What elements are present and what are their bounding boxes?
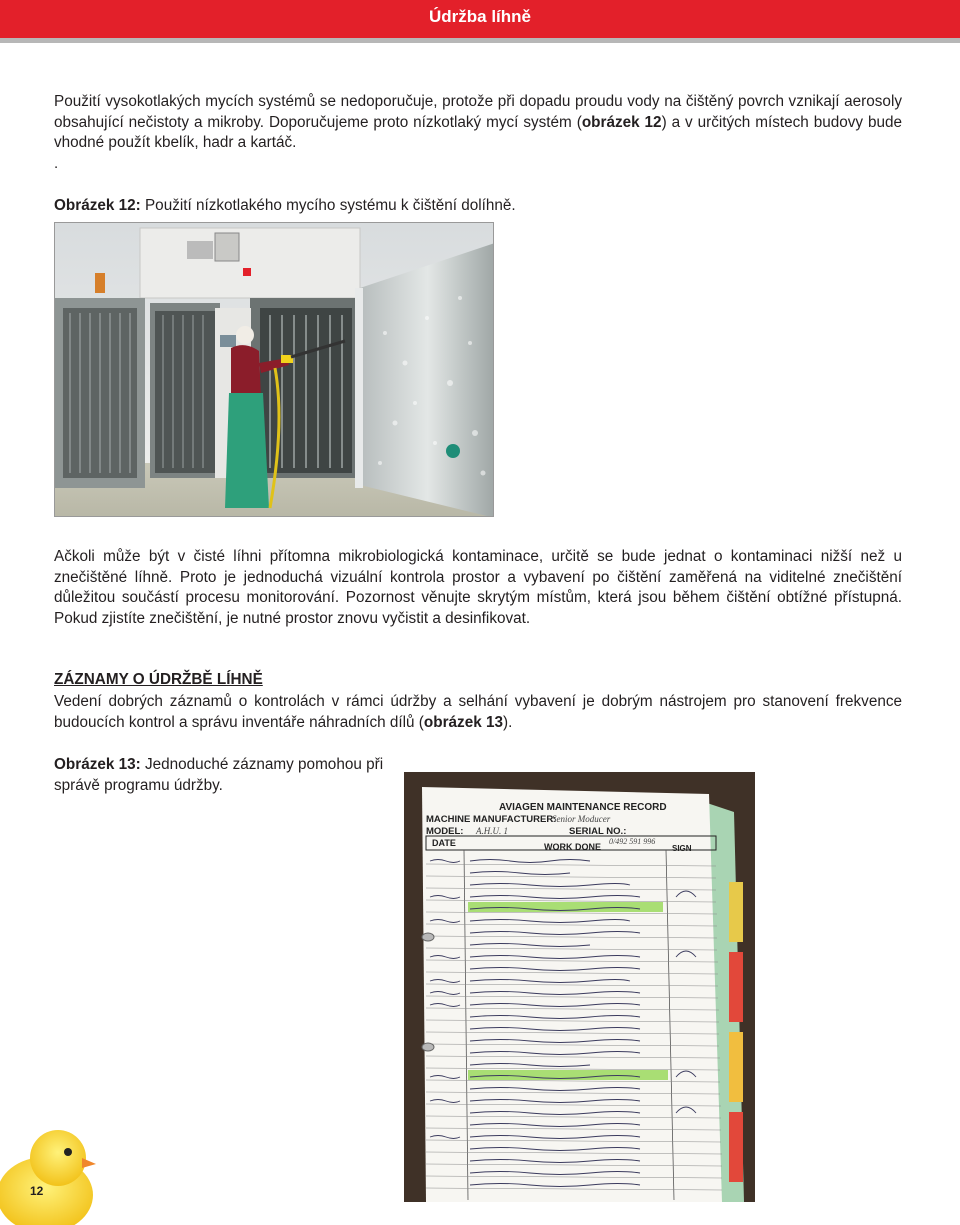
intro-figure-ref: obrázek 12 xyxy=(581,113,662,131)
maintenance-record-photo xyxy=(404,772,755,1202)
record-col-date: DATE xyxy=(432,838,456,848)
records-paragraph xyxy=(54,692,902,733)
record-serial-label: SERIAL NO.: xyxy=(569,826,627,837)
figure-13-text: Jednoduché záznamy pomohou při správě programu údržby. xyxy=(54,756,384,794)
figure-13-caption xyxy=(54,755,404,796)
contamination-paragraph: Ačkoli může být v čisté líhni přítomna mikrobiologická kontaminace, určitě se bude jednat o kontaminaci nižší než u znečištěné líhně. Proto je jednoduchá vizuální kontrola prostor a vybavení po čištění zaměřená na viditelné znečištění důležitou součástí procesu monitorování. Pozornost věnujte skrytým místům, která jsou během čištění obtížné přístupná. Pokud zjistíte znečištění, je nutné prostor znovu vyčistit a desinfikovat. xyxy=(54,548,902,627)
chick-illustration xyxy=(0,1120,100,1225)
header-divider xyxy=(0,38,960,43)
page-title: Údržba líhně xyxy=(428,7,531,26)
record-model-value: A.H.U. 1 xyxy=(476,826,508,836)
records-text-2: ). xyxy=(502,713,513,731)
records-text-1: Vedení dobrých záznamů o kontrolách v rámci údržby a selhání vybavení je dobrým nástrojem pro stanovení frekvence budoucích kontrol a správu inventáře náhradních dílů ( xyxy=(54,693,902,731)
section-heading: ZÁZNAMY O ÚDRŽBĚ LÍHNĚ xyxy=(54,671,263,688)
page-number: 12 xyxy=(30,1184,44,1198)
record-manufacturer-label: MACHINE MANUFACTURER: xyxy=(426,814,557,825)
record-serial-value: 0/492 591 996 xyxy=(609,837,656,846)
intro-text-2: ) a v určitých místech budovy bude vhodné použít kbelík, hadr a kartáč. xyxy=(54,113,903,151)
record-manufacturer-value: Senior Moducer xyxy=(552,814,611,824)
record-col-sign: SIGN xyxy=(672,844,692,853)
hatchery-cleaning-photo xyxy=(54,222,494,517)
records-figure-ref: obrázek 13 xyxy=(423,713,503,731)
stray-dot: . xyxy=(54,155,59,172)
figure-12-caption xyxy=(54,196,516,217)
figure-13-label: Obrázek 13: xyxy=(54,756,141,773)
record-col-work: WORK DONE xyxy=(544,842,601,852)
figure-12-text: Použití nízkotlakého mycího systému k čištění dolíhně. xyxy=(140,197,516,214)
record-title: AVIAGEN MAINTENANCE RECORD xyxy=(499,802,667,813)
record-model-label: MODEL: xyxy=(426,826,464,837)
figure-12-label: Obrázek 12: xyxy=(54,197,141,214)
intro-paragraph xyxy=(54,92,902,154)
intro-text-1: Použití vysokotlakých mycích systémů se nedoporučuje, protože při dopadu proudu vody na čištěný povrch vznikají aerosoly obsahující nečistoty a mikroby. Doporučujeme proto nízkotlaký mycí systém ( xyxy=(54,93,902,131)
